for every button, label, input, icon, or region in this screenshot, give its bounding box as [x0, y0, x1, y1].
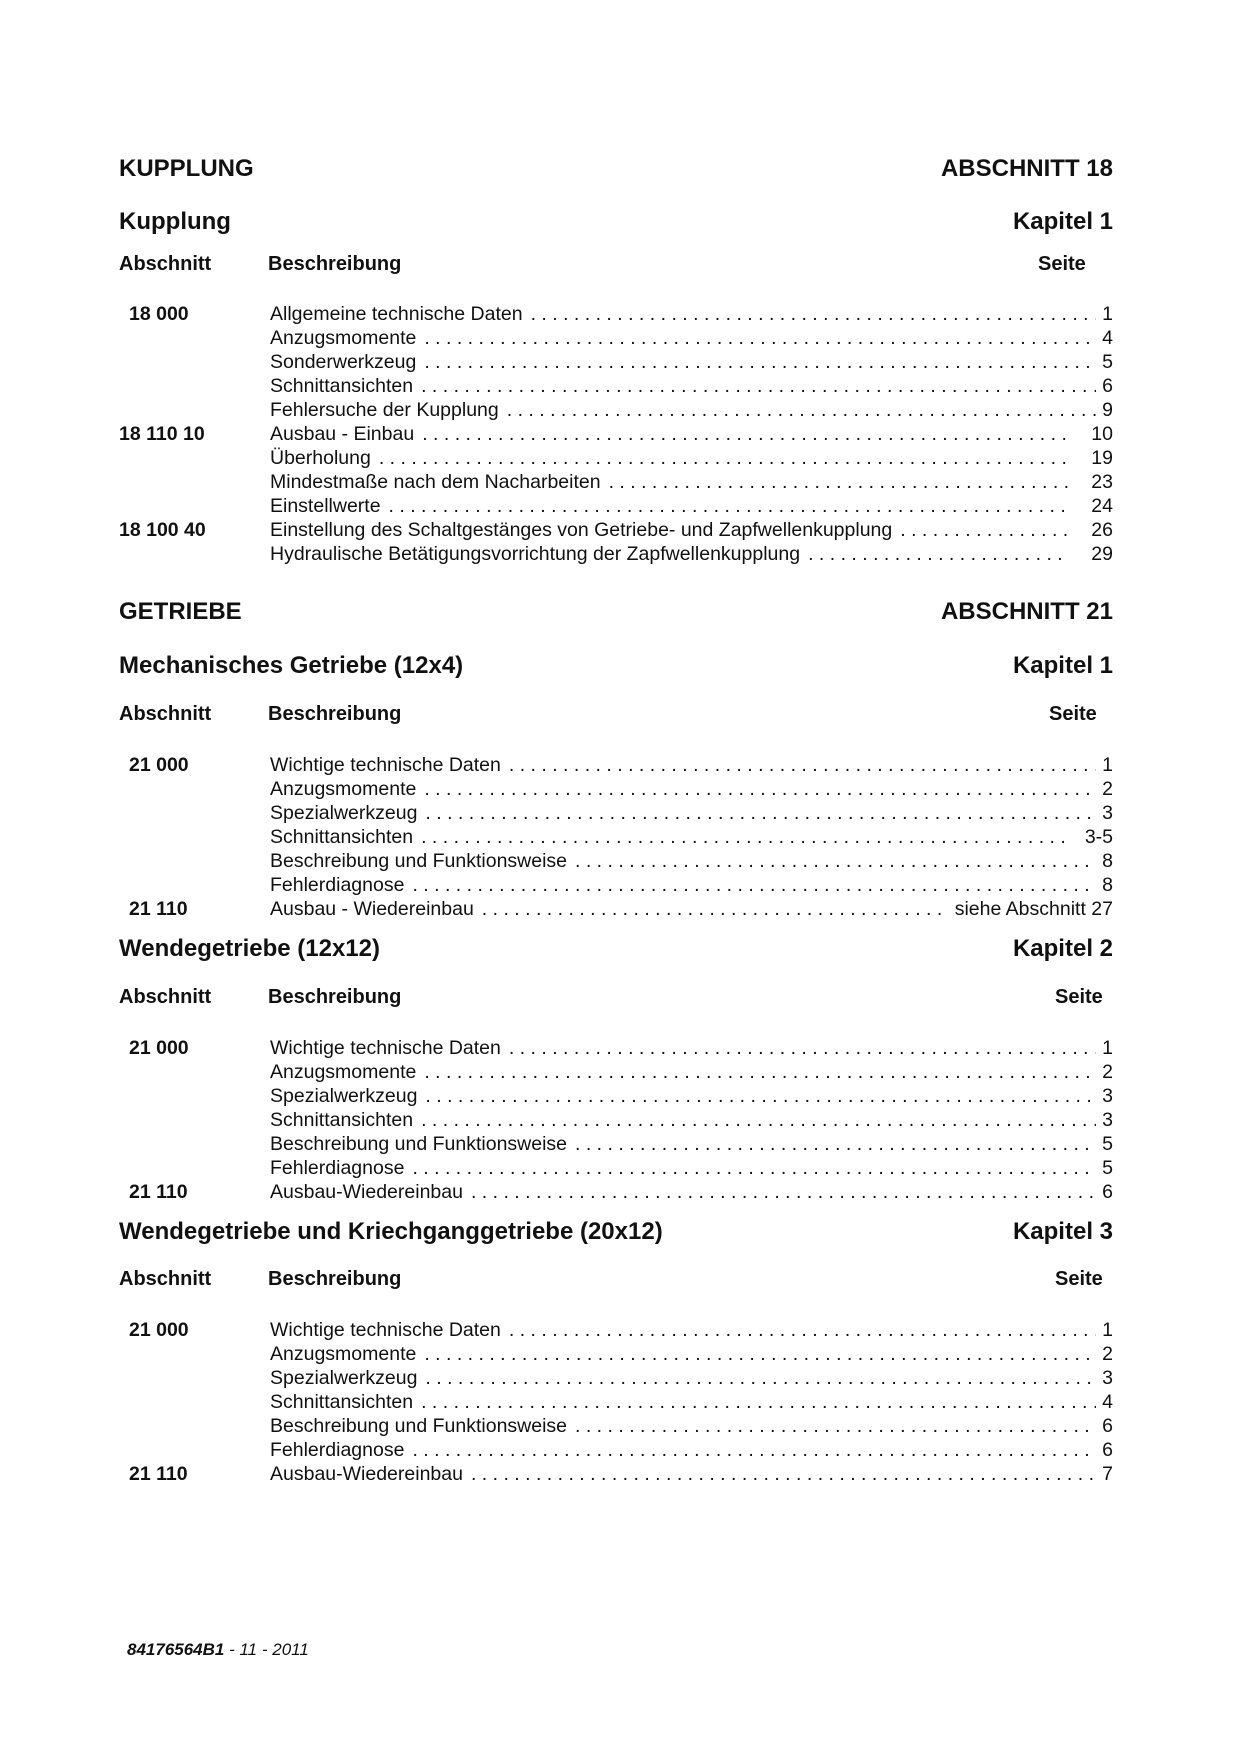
dot-leader: [412, 873, 1096, 897]
toc-entry: [119, 446, 1113, 470]
dot-leader: [421, 825, 1069, 849]
column-description: Beschreibung: [268, 1268, 402, 1290]
dot-leader: [509, 753, 1096, 777]
column-page: Seite: [1049, 703, 1097, 725]
entry-page: 23: [1091, 471, 1113, 493]
toc-entry: [119, 849, 1113, 873]
entry-title: Schnittansichten: [270, 826, 414, 848]
toc-entry: [119, 1156, 1113, 1180]
toc-entry: [119, 1462, 1113, 1486]
column-header: [119, 253, 1113, 279]
entry-page: 5: [1102, 1133, 1113, 1155]
entry-title: Einstellwerte: [270, 495, 381, 517]
dot-leader: [471, 1180, 1096, 1204]
toc-entry: [119, 825, 1113, 849]
toc-entry: [119, 1366, 1113, 1390]
entry-title: Anzugsmomente: [270, 1343, 417, 1365]
column-header: [119, 703, 1113, 729]
chapter-label: Kapitel 1: [1012, 652, 1113, 679]
entry-title: Ausbau - Wiedereinbau: [270, 898, 474, 920]
entry-page: 5: [1102, 351, 1113, 373]
dot-leader: [509, 1318, 1096, 1342]
dot-leader: [808, 542, 1069, 566]
dot-leader: [424, 777, 1096, 801]
column-page: Seite: [1055, 986, 1103, 1008]
toc-entry: [119, 542, 1113, 566]
dot-leader: [482, 897, 949, 921]
dot-leader: [575, 1132, 1096, 1156]
toc-entry: [119, 422, 1113, 446]
toc-entry: [119, 1318, 1113, 1342]
dot-leader: [471, 1462, 1096, 1486]
entry-code: 21 000: [129, 1319, 189, 1341]
chapter-heading-kriechganggetriebe: [119, 1218, 1113, 1246]
entry-title: Schnittansichten: [270, 1109, 414, 1131]
entry-title: Allgemeine technische Daten: [270, 303, 523, 325]
entry-page: 2: [1102, 1061, 1113, 1083]
toc-entry: [119, 873, 1113, 897]
entry-page: 3: [1102, 1109, 1113, 1131]
toc-entry: [119, 1084, 1113, 1108]
entry-code: 18 110 10: [119, 423, 205, 445]
entry-title: Spezialwerkzeug: [270, 1367, 418, 1389]
column-section: Abschnitt: [119, 1268, 212, 1290]
entry-code: 21 000: [129, 754, 189, 776]
entry-title: Schnittansichten: [270, 375, 414, 397]
dot-leader: [900, 518, 1069, 542]
entry-title: Beschreibung und Funktionsweise: [270, 1415, 568, 1437]
dot-leader: [609, 470, 1069, 494]
toc-list: [119, 753, 1113, 921]
entry-page: 8: [1102, 874, 1113, 896]
page-footer: [127, 1640, 309, 1660]
entry-code: 18 000: [129, 303, 189, 325]
chapter-title: Kupplung: [119, 208, 231, 235]
entry-code: 21 110: [129, 1181, 188, 1203]
entry-page: 6: [1102, 1415, 1113, 1437]
chapter-label: Kapitel 1: [1012, 208, 1113, 235]
entry-page: 3: [1102, 802, 1113, 824]
toc-entry: [119, 1438, 1113, 1462]
entry-title: Wichtige technische Daten: [270, 1037, 501, 1059]
chapter-label: Kapitel 3: [1012, 1218, 1113, 1245]
toc-entry: [119, 1036, 1113, 1060]
column-section: Abschnitt: [119, 253, 212, 275]
section-label: ABSCHNITT 21: [940, 598, 1113, 625]
dot-leader: [412, 1156, 1096, 1180]
column-section: Abschnitt: [119, 986, 212, 1008]
dot-leader: [425, 801, 1096, 825]
toc-entry: [119, 1390, 1113, 1414]
entry-title: Fehlerdiagnose: [270, 1157, 405, 1179]
column-page: Seite: [1038, 253, 1086, 275]
toc-entry: [119, 398, 1113, 422]
entry-page: 1: [1102, 1319, 1113, 1341]
dot-leader: [424, 1060, 1096, 1084]
dot-leader: [421, 374, 1096, 398]
dot-leader: [507, 398, 1096, 422]
chapter-title: Mechanisches Getriebe (12x4): [119, 652, 464, 679]
section-label: ABSCHNITT 18: [940, 155, 1113, 182]
entry-page: 1: [1102, 754, 1113, 776]
column-description: Beschreibung: [268, 703, 402, 725]
toc-entry: [119, 1180, 1113, 1204]
entry-title: Fehlerdiagnose: [270, 1439, 405, 1461]
entry-page: 8: [1102, 850, 1113, 872]
entry-title: Fehlerdiagnose: [270, 874, 405, 896]
entry-title: Anzugsmomente: [270, 778, 417, 800]
entry-title: Anzugsmomente: [270, 327, 417, 349]
toc-entry: [119, 897, 1113, 921]
section-heading-getriebe: [119, 598, 1113, 626]
toc-entry: [119, 1060, 1113, 1084]
entry-title: Mindestmaße nach dem Nacharbeiten: [270, 471, 601, 493]
section-title: KUPPLUNG: [119, 155, 254, 182]
toc-entry: [119, 518, 1113, 542]
toc-entry: [119, 801, 1113, 825]
entry-code: 21 110: [129, 898, 188, 920]
entry-page: 6: [1102, 1439, 1113, 1461]
entry-title: Wichtige technische Daten: [270, 754, 501, 776]
toc-entry: [119, 753, 1113, 777]
entry-page: 1: [1102, 1037, 1113, 1059]
entry-code: 18 100 40: [119, 519, 206, 541]
column-description: Beschreibung: [268, 253, 402, 275]
chapter-heading-wendegetriebe: [119, 935, 1113, 963]
toc-entry: [119, 470, 1113, 494]
entry-page: 3: [1102, 1085, 1113, 1107]
dot-leader: [389, 494, 1069, 518]
toc-entry: [119, 1132, 1113, 1156]
dot-leader: [575, 849, 1096, 873]
entry-page: 19: [1091, 447, 1113, 469]
toc-entry: [119, 302, 1113, 326]
entry-title: Ausbau-Wiedereinbau: [270, 1181, 463, 1203]
entry-title: Schnittansichten: [270, 1391, 414, 1413]
section-heading-kupplung: [119, 155, 1113, 183]
section-title: GETRIEBE: [119, 598, 242, 625]
toc-entry: [119, 326, 1113, 350]
dot-leader: [575, 1414, 1096, 1438]
entry-page: 7: [1102, 1463, 1113, 1485]
entry-page: 4: [1102, 327, 1113, 349]
entry-title: Ausbau-Wiedereinbau: [270, 1463, 463, 1485]
entry-title: Überholung: [270, 447, 371, 469]
chapter-title: Wendegetriebe und Kriechganggetriebe (20x12): [119, 1218, 663, 1245]
entry-page: 29: [1091, 543, 1113, 565]
toc-entry: [119, 350, 1113, 374]
entry-title: Beschreibung und Funktionsweise: [270, 1133, 568, 1155]
entry-title: Wichtige technische Daten: [270, 1319, 501, 1341]
dot-leader: [421, 1108, 1096, 1132]
toc-entry: [119, 1414, 1113, 1438]
entry-title: Hydraulische Betätigungsvorrichtung der Zapfwellenkupplung: [270, 543, 801, 565]
entry-title: Spezialwerkzeug: [270, 1085, 418, 1107]
column-header: [119, 986, 1113, 1012]
toc-entry: [119, 777, 1113, 801]
entry-page: 1: [1102, 303, 1113, 325]
entry-page: 3-5: [1084, 826, 1113, 848]
entry-title: Beschreibung und Funktionsweise: [270, 850, 568, 872]
dot-leader: [425, 1366, 1096, 1390]
dot-leader: [531, 302, 1097, 326]
chapter-title: Wendegetriebe (12x12): [119, 935, 380, 962]
column-header: [119, 1268, 1113, 1294]
dot-leader: [424, 326, 1096, 350]
toc-list: [119, 1318, 1113, 1486]
entry-page: 2: [1102, 778, 1113, 800]
entry-page: siehe Abschnitt 27: [954, 898, 1113, 920]
dot-leader: [412, 1438, 1096, 1462]
column-page: Seite: [1055, 1268, 1103, 1290]
entry-code: 21 000: [129, 1037, 189, 1059]
entry-title: Anzugsmomente: [270, 1061, 417, 1083]
toc-entry: [119, 1108, 1113, 1132]
dot-leader: [379, 446, 1069, 470]
entry-page: 9: [1102, 399, 1113, 421]
document-code: 84176564B1: [127, 1640, 225, 1659]
dot-leader: [509, 1036, 1096, 1060]
document-date: - 11 - 2011: [229, 1640, 309, 1659]
chapter-heading-kupplung: [119, 208, 1113, 236]
entry-title: Einstellung des Schaltgestänges von Getriebe- und Zapfwellenkupplung: [270, 519, 893, 541]
dot-leader: [421, 1390, 1096, 1414]
entry-page: 2: [1102, 1343, 1113, 1365]
entry-page: 6: [1102, 375, 1113, 397]
entry-page: 3: [1102, 1367, 1113, 1389]
entry-page: 24: [1091, 495, 1113, 517]
toc-list: [119, 302, 1113, 566]
entry-title: Fehlersuche der Kupplung: [270, 399, 499, 421]
entry-page: 4: [1102, 1391, 1113, 1413]
toc-entry: [119, 374, 1113, 398]
toc-entry: [119, 494, 1113, 518]
dot-leader: [425, 1084, 1096, 1108]
column-description: Beschreibung: [268, 986, 402, 1008]
toc-entry: [119, 1342, 1113, 1366]
entry-title: Sonderwerkzeug: [270, 351, 417, 373]
entry-page: 10: [1091, 423, 1113, 445]
entry-code: 21 110: [129, 1463, 188, 1485]
entry-title: Ausbau - Einbau: [270, 423, 415, 445]
entry-page: 6: [1102, 1181, 1113, 1203]
entry-page: 5: [1102, 1157, 1113, 1179]
toc-list: [119, 1036, 1113, 1204]
entry-page: 26: [1091, 519, 1113, 541]
column-section: Abschnitt: [119, 703, 212, 725]
dot-leader: [424, 350, 1096, 374]
dot-leader: [424, 1342, 1096, 1366]
chapter-label: Kapitel 2: [1012, 935, 1113, 962]
dot-leader: [422, 422, 1069, 446]
chapter-heading-mechanisches-getriebe: [119, 652, 1113, 680]
entry-title: Spezialwerkzeug: [270, 802, 418, 824]
